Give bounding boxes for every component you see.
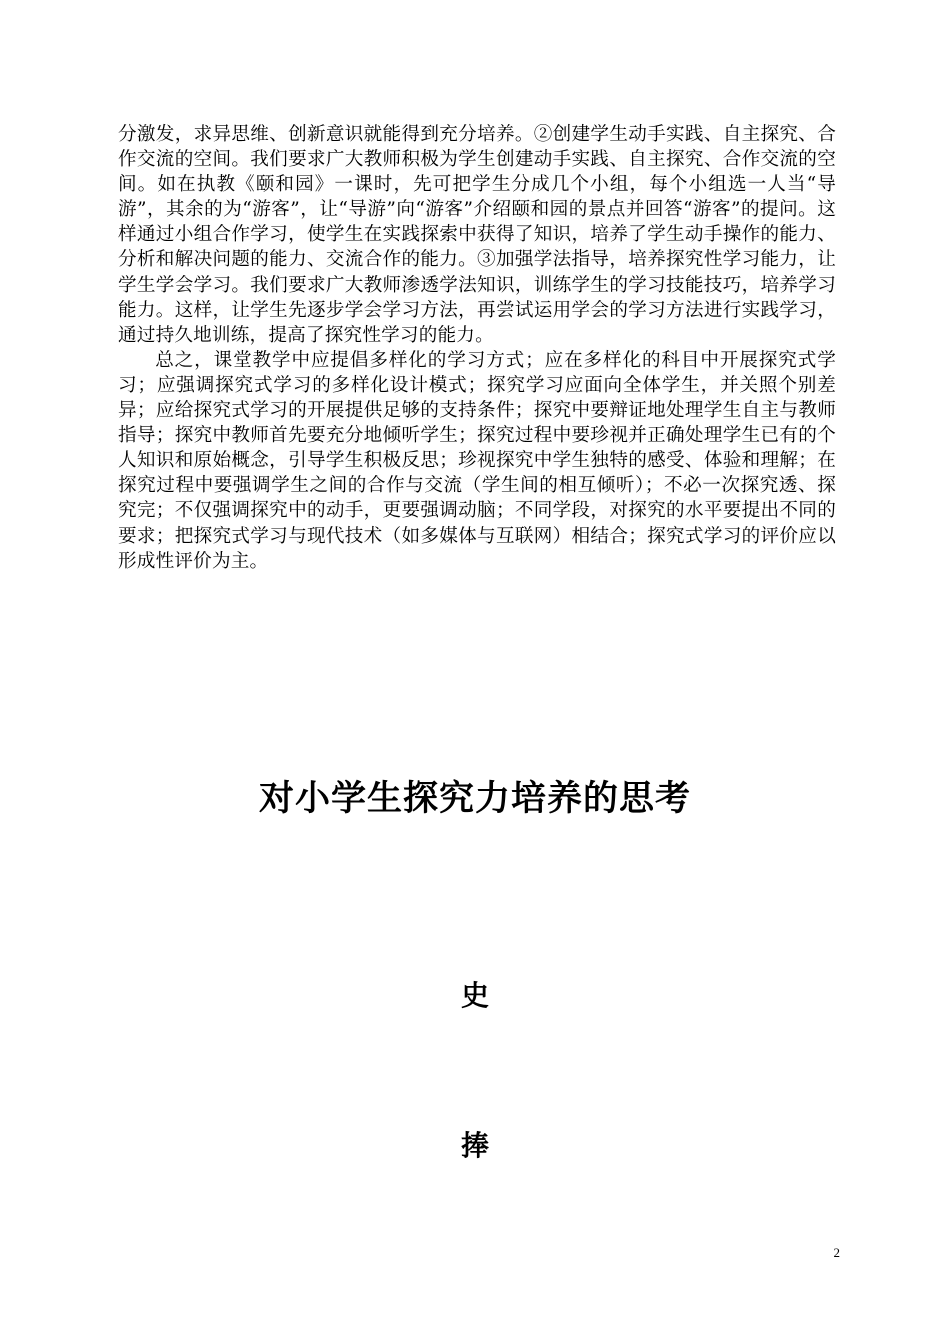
body-text: [118, 122, 836, 574]
paragraph-summary: 总之，课堂教学中应提倡多样化的学习方式；应在多样化的科目中开展探究式学习；应强调探究式学习的多样化设计模式；探究学习应面向全体学生，并关照个别差异；应给探究式学习的开展提供足够的支持条件；探究中要辩证地处理学生自主与教师指导；探究中教师首先要充分地倾听学生；探究过程中要珍视并正确处理学生已有的个人知识和原始概念，引导学生积极反思；珍视探究中学生独特的感受、体验和理解；在探究过程中要强调学生之间的合作与交流（学生间的相互倾听）；不必一次探究透、探究完；不仅强调探究中的动手，更要强调动脑；不同学段，对探究的水平要提出不同的要求；把探究式学习与现代技术（如多媒体与互联网）相结合；探究式学习的评价应以形成性评价为主。: [118, 349, 836, 572]
page-number: 2: [833, 1245, 840, 1260]
author-name-char-1: 史: [460, 979, 489, 1012]
article-title: 对小学生探究力培养的思考: [258, 779, 691, 819]
author-name-char-2: 捧: [460, 1129, 489, 1162]
paragraph-continuation: 分激发，求异思维、创新意识就能得到充分培养。②创建学生动手实践、自主探究、合作交流的空间。我们要求广大教师积极为学生创建动手实践、自主探究、合作交流的空间。如在执教《颐和园》一课时，先可把学生分成几个小组，每个小组选一人当“导游”，其余的为“游客”，让“导游”向“游客”介绍颐和园的景点并回答“游客”的提问。这样通过小组合作学习，使学生在实践探索中获得了知识，培养了学生动手操作的能力、分析和解决问题的能力、交流合作的能力。③加强学法指导，培养探究性学习能力，让学生学会学习。我们要求广大教师渗透学法知识，训练学生的学习技能技巧，培养学习能力。这样，让学生先逐步学会学习方法，再尝试运用学会的学习方法进行实践学习，通过持久地训练，提高了探究性学习的能力。: [118, 124, 836, 346]
